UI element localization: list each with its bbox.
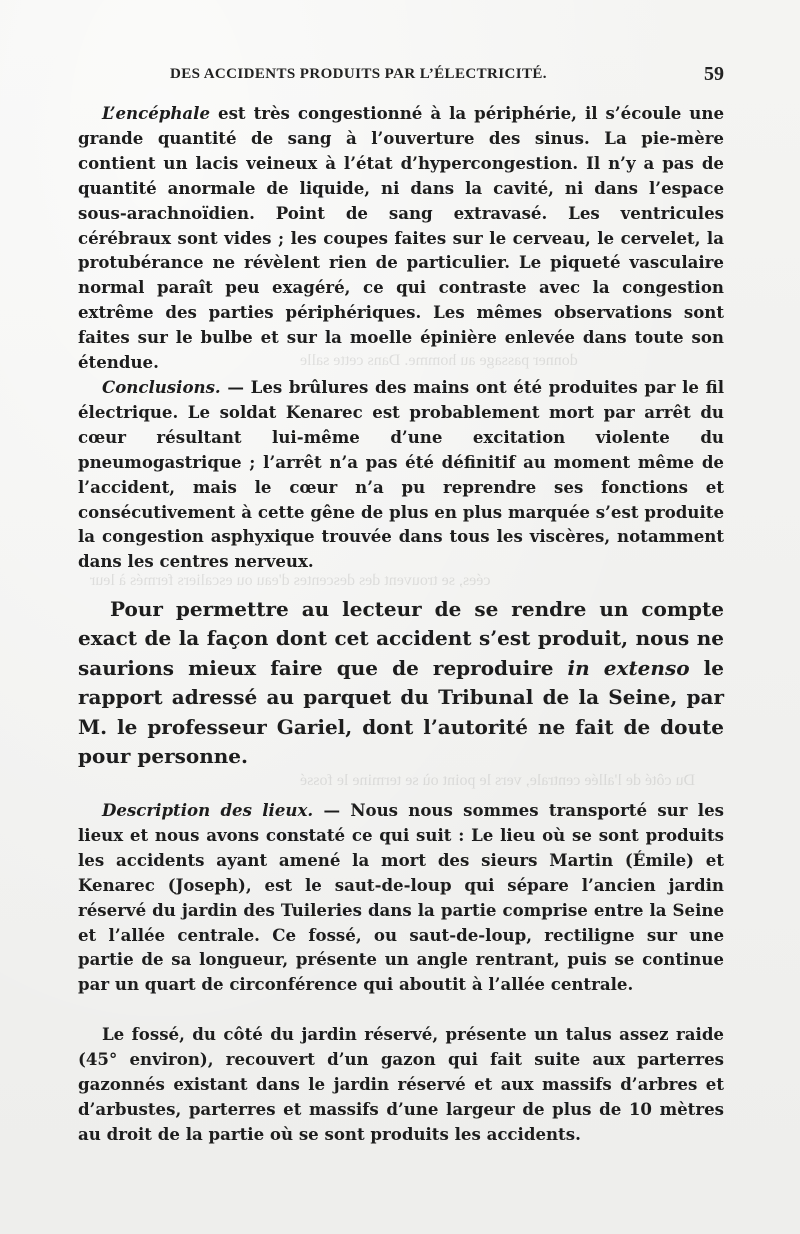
paragraph-encephale (78, 101, 724, 375)
paragraph-conclusions (78, 375, 724, 574)
paragraph-text: — Les brûlures des mains ont été produites par le fil électrique. Le soldat Kenarec est probablement mort par arrêt du cœur résultant lui-même d’une excitation violente du pneumogastrique ; l’arrêt n’a pas été définitif au moment même de l’accident, mais le cœur n’a pu reprendre ses fonctions et consécutivement à cette gêne de plus en plus marquée s’est produite la congestion asphyxique trouvée dans tous les viscères, notamment dans les centres nerveux. (78, 377, 724, 572)
bleed-through-text: Du côté de l'allée centrale, vers le point où se termine le fossé (300, 772, 696, 789)
page-header (78, 63, 724, 90)
paragraph-description-lieux (78, 798, 724, 997)
lead-term: Conclusions. (102, 377, 221, 397)
paragraph-fosse (78, 1022, 724, 1147)
paragraph-text: est très congestionné à la périphérie, il s’écoule une grande quantité de sang à l’ouverture des sinus. La pie-mère contient un lacis veineux à l’état d’hypercongestion. Il n’y a pas de quantité anormale de liquide, ni dans la cavité, ni dans l’espace sous-arachnoïdien. Point de sang extravasé. Les ventricules cérébraux sont vides ; les coupes faites sur le cerveau, le cervelet, la protubérance ne révèlent rien de particulier. Le piqueté vasculaire normal paraît peu exagéré, ce qui contraste avec la congestion extrême des parties périphériques. Les mêmes observations sont faites sur le bulbe et sur la moelle épinière enlevée dans toute son étendue. (78, 103, 724, 373)
paragraph-text: Le fossé, du côté du jardin réservé, présente un talus assez raide (45° environ), recouvert d’un gazon qui fait suite aux parterres gazonnés existant dans le jardin réservé et aux massifs d’arbres et d’arbustes, parterres et massifs d’une largeur de plus de 10 mètres au droit de la partie où se sont produits les accidents. (78, 1024, 724, 1144)
lead-term: L’encéphale (102, 103, 211, 123)
paragraph-text: le rapport adressé au parquet du Tribunal de la Seine, par M. le professeur Gariel, dont l’autorité ne fait de doute pour personne. (78, 655, 724, 769)
page-number: 59 (704, 63, 724, 85)
paragraph-text: — Nous nous sommes transporté sur les lieux et nous avons constaté ce qui suit : Le lieu où se sont produits les accidents ayant amené la mort des sieurs Martin (Émile) et Kenarec (Joseph), est le saut-de-loup qui sépare l’ancien jardin réservé du jardin des Tuileries dans la partie comprise entre la Seine et l’allée centrale. Ce fossé, ou saut-de-loup, rectiligne sur une partie de sa longueur, présente un angle rentrant, puis se continue par un quart de circonférence qui aboutit à l’allée centrale. (78, 800, 724, 995)
paragraph-text: Pour permettre au lecteur de se rendre un compte exact de la façon dont cet accident s’est produit, nous ne saurions mieux faire que de reproduire (78, 597, 724, 680)
bleed-through-text: donner passage au homme. Dans cette salle (300, 352, 578, 369)
bleed-through-text: cées, se trouvent des descentes d'eau ou escaliers fermés à leur (90, 572, 491, 589)
running-head: DES ACCIDENTS PRODUITS PAR L’ÉLECTRICITÉ. (170, 66, 547, 82)
paragraph-introduction-rapport (78, 595, 724, 771)
lead-term: Description des lieux. (102, 800, 314, 820)
latin-phrase: in extenso (567, 655, 690, 680)
